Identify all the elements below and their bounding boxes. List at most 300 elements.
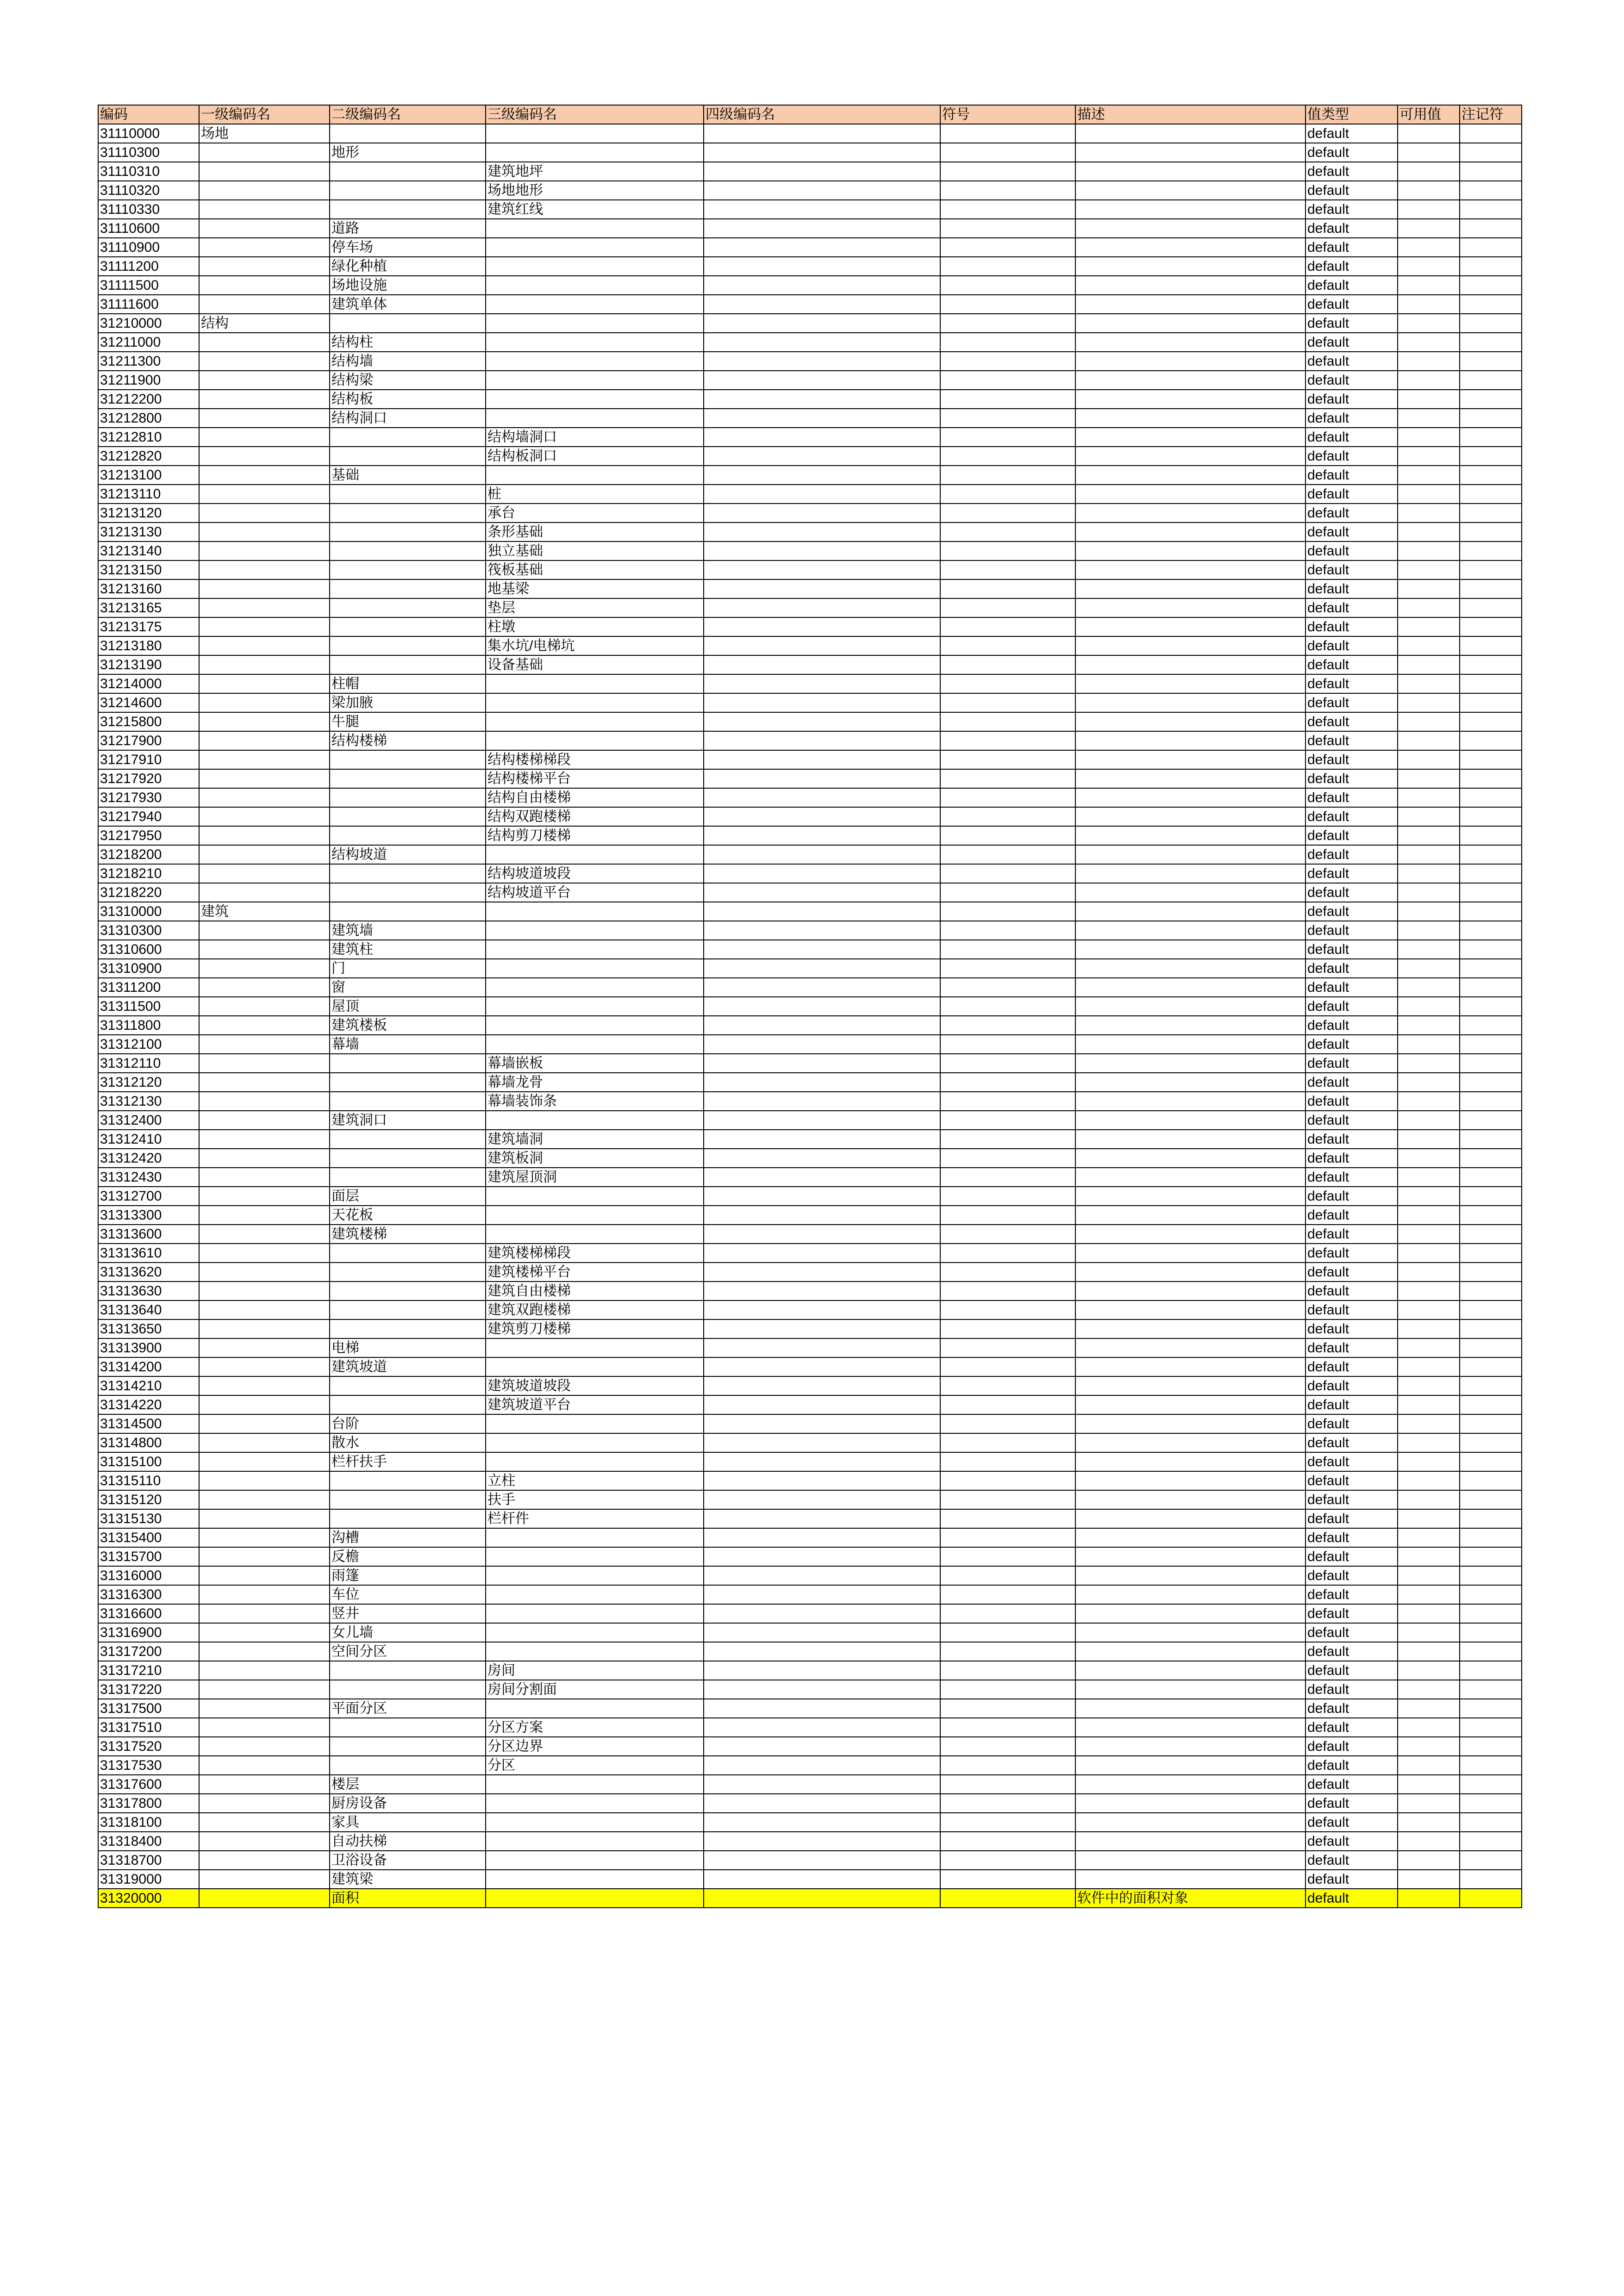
cell-annotation[interactable] [1460, 807, 1522, 826]
cell-description[interactable] [1075, 1111, 1305, 1130]
cell-level3[interactable]: 栏杆件 [486, 1509, 704, 1528]
cell-available-values[interactable] [1398, 1035, 1460, 1054]
cell-available-values[interactable] [1398, 1547, 1460, 1566]
cell-symbol[interactable] [940, 1319, 1075, 1338]
cell-value-type[interactable]: default [1305, 1168, 1398, 1187]
cell-level2[interactable] [330, 485, 486, 504]
cell-description[interactable] [1075, 1813, 1305, 1832]
cell-annotation[interactable] [1460, 1509, 1522, 1528]
cell-available-values[interactable] [1398, 1718, 1460, 1737]
cell-level4[interactable] [704, 1832, 940, 1851]
cell-level1[interactable] [199, 1642, 330, 1661]
cell-level4[interactable] [704, 997, 940, 1016]
cell-level3[interactable] [486, 1794, 704, 1813]
cell-available-values[interactable] [1398, 560, 1460, 579]
cell-level2[interactable] [330, 864, 486, 883]
cell-level1[interactable] [199, 1471, 330, 1490]
cell-level1[interactable] [199, 750, 330, 769]
cell-available-values[interactable] [1398, 1338, 1460, 1357]
cell-description[interactable] [1075, 1187, 1305, 1206]
cell-available-values[interactable] [1398, 238, 1460, 257]
cell-code[interactable]: 31320000 [98, 1889, 199, 1908]
cell-level3[interactable] [486, 978, 704, 997]
cell-available-values[interactable] [1398, 1851, 1460, 1870]
cell-level2[interactable] [330, 1054, 486, 1073]
cell-level1[interactable]: 结构 [199, 314, 330, 333]
cell-code[interactable]: 31214000 [98, 674, 199, 693]
cell-level1[interactable] [199, 333, 330, 352]
cell-level4[interactable] [704, 162, 940, 181]
cell-description[interactable] [1075, 1168, 1305, 1187]
cell-annotation[interactable] [1460, 1263, 1522, 1282]
cell-annotation[interactable] [1460, 560, 1522, 579]
cell-level3[interactable] [486, 712, 704, 731]
cell-code[interactable]: 31313630 [98, 1282, 199, 1300]
cell-level2[interactable] [330, 1471, 486, 1490]
cell-level3[interactable]: 建筑坡道坡段 [486, 1376, 704, 1395]
cell-level2[interactable] [330, 826, 486, 845]
cell-annotation[interactable] [1460, 864, 1522, 883]
cell-level3[interactable]: 结构坡道平台 [486, 883, 704, 902]
cell-level4[interactable] [704, 143, 940, 162]
cell-available-values[interactable] [1398, 807, 1460, 826]
cell-description[interactable] [1075, 1509, 1305, 1528]
cell-code[interactable]: 31213130 [98, 523, 199, 541]
cell-code[interactable]: 31317800 [98, 1794, 199, 1813]
cell-level3[interactable]: 分区 [486, 1756, 704, 1775]
cell-value-type[interactable]: default [1305, 314, 1398, 333]
cell-description[interactable] [1075, 219, 1305, 238]
cell-value-type[interactable]: default [1305, 598, 1398, 617]
cell-value-type[interactable]: default [1305, 1433, 1398, 1452]
cell-annotation[interactable] [1460, 1813, 1522, 1832]
cell-description[interactable] [1075, 674, 1305, 693]
cell-level4[interactable] [704, 864, 940, 883]
cell-level2[interactable]: 卫浴设备 [330, 1851, 486, 1870]
cell-level4[interactable] [704, 617, 940, 636]
cell-available-values[interactable] [1398, 143, 1460, 162]
cell-level1[interactable] [199, 257, 330, 276]
cell-level3[interactable]: 分区方案 [486, 1718, 704, 1737]
cell-available-values[interactable] [1398, 409, 1460, 428]
cell-level4[interactable] [704, 731, 940, 750]
cell-description[interactable] [1075, 276, 1305, 295]
header-code[interactable]: 编码 [98, 105, 199, 124]
cell-symbol[interactable] [940, 845, 1075, 864]
cell-level2[interactable] [330, 181, 486, 200]
cell-level1[interactable] [199, 447, 330, 466]
cell-level2[interactable]: 道路 [330, 219, 486, 238]
cell-level3[interactable] [486, 959, 704, 978]
cell-available-values[interactable] [1398, 579, 1460, 598]
cell-value-type[interactable]: default [1305, 579, 1398, 598]
cell-code[interactable]: 31317220 [98, 1680, 199, 1699]
header-level3[interactable]: 三级编码名 [486, 105, 704, 124]
cell-annotation[interactable] [1460, 541, 1522, 560]
cell-value-type[interactable]: default [1305, 1206, 1398, 1225]
cell-value-type[interactable]: default [1305, 124, 1398, 143]
cell-level4[interactable] [704, 1490, 940, 1509]
cell-code[interactable]: 31314220 [98, 1395, 199, 1414]
cell-code[interactable]: 31110320 [98, 181, 199, 200]
cell-level4[interactable] [704, 1016, 940, 1035]
cell-symbol[interactable] [940, 1870, 1075, 1889]
cell-value-type[interactable]: default [1305, 390, 1398, 409]
cell-level1[interactable] [199, 1168, 330, 1187]
cell-value-type[interactable]: default [1305, 1225, 1398, 1244]
cell-annotation[interactable] [1460, 921, 1522, 940]
cell-description[interactable] [1075, 1035, 1305, 1054]
cell-annotation[interactable] [1460, 1680, 1522, 1699]
cell-level1[interactable] [199, 1775, 330, 1794]
cell-level1[interactable] [199, 238, 330, 257]
cell-code[interactable]: 31311500 [98, 997, 199, 1016]
cell-description[interactable] [1075, 1775, 1305, 1794]
cell-annotation[interactable] [1460, 276, 1522, 295]
cell-symbol[interactable] [940, 1661, 1075, 1680]
cell-code[interactable]: 31213110 [98, 485, 199, 504]
cell-code[interactable]: 31313600 [98, 1225, 199, 1244]
cell-level1[interactable] [199, 1225, 330, 1244]
cell-value-type[interactable]: default [1305, 143, 1398, 162]
cell-value-type[interactable]: default [1305, 466, 1398, 485]
cell-level4[interactable] [704, 371, 940, 390]
cell-level4[interactable] [704, 1471, 940, 1490]
cell-annotation[interactable] [1460, 1775, 1522, 1794]
cell-symbol[interactable] [940, 371, 1075, 390]
cell-description[interactable] [1075, 1452, 1305, 1471]
cell-level2[interactable] [330, 788, 486, 807]
cell-description[interactable] [1075, 1718, 1305, 1737]
cell-level3[interactable]: 建筑红线 [486, 200, 704, 219]
cell-annotation[interactable] [1460, 1414, 1522, 1433]
cell-level4[interactable] [704, 1737, 940, 1756]
cell-available-values[interactable] [1398, 219, 1460, 238]
cell-code[interactable]: 31314800 [98, 1433, 199, 1452]
cell-available-values[interactable] [1398, 598, 1460, 617]
cell-symbol[interactable] [940, 1566, 1075, 1585]
cell-value-type[interactable]: default [1305, 200, 1398, 219]
cell-symbol[interactable] [940, 1376, 1075, 1395]
cell-level1[interactable] [199, 466, 330, 485]
cell-level1[interactable] [199, 1699, 330, 1718]
cell-available-values[interactable] [1398, 1794, 1460, 1813]
cell-available-values[interactable] [1398, 276, 1460, 295]
cell-level2[interactable]: 建筑坡道 [330, 1357, 486, 1376]
cell-level2[interactable] [330, 504, 486, 523]
cell-level1[interactable] [199, 1357, 330, 1376]
cell-level3[interactable]: 结构板洞口 [486, 447, 704, 466]
cell-value-type[interactable]: default [1305, 504, 1398, 523]
cell-annotation[interactable] [1460, 1471, 1522, 1490]
cell-available-values[interactable] [1398, 466, 1460, 485]
header-level1[interactable]: 一级编码名 [199, 105, 330, 124]
cell-level3[interactable] [486, 1206, 704, 1225]
cell-level3[interactable]: 幕墙龙骨 [486, 1073, 704, 1092]
cell-level3[interactable]: 结构墙洞口 [486, 428, 704, 447]
cell-code[interactable]: 31110600 [98, 219, 199, 238]
cell-symbol[interactable] [940, 978, 1075, 997]
cell-annotation[interactable] [1460, 504, 1522, 523]
cell-description[interactable] [1075, 1699, 1305, 1718]
cell-level4[interactable] [704, 712, 940, 731]
cell-annotation[interactable] [1460, 181, 1522, 200]
cell-value-type[interactable]: default [1305, 1357, 1398, 1376]
cell-value-type[interactable]: default [1305, 1889, 1398, 1908]
cell-available-values[interactable] [1398, 1528, 1460, 1547]
cell-level2[interactable] [330, 1395, 486, 1414]
cell-available-values[interactable] [1398, 921, 1460, 940]
cell-symbol[interactable] [940, 1054, 1075, 1073]
cell-level1[interactable] [199, 807, 330, 826]
cell-level4[interactable] [704, 902, 940, 921]
cell-symbol[interactable] [940, 124, 1075, 143]
cell-description[interactable] [1075, 1490, 1305, 1509]
cell-code[interactable]: 31212800 [98, 409, 199, 428]
cell-available-values[interactable] [1398, 1187, 1460, 1206]
cell-available-values[interactable] [1398, 1357, 1460, 1376]
cell-available-values[interactable] [1398, 1623, 1460, 1642]
cell-level2[interactable] [330, 523, 486, 541]
cell-symbol[interactable] [940, 1832, 1075, 1851]
cell-annotation[interactable] [1460, 200, 1522, 219]
cell-value-type[interactable]: default [1305, 1490, 1398, 1509]
cell-value-type[interactable]: default [1305, 1585, 1398, 1604]
cell-value-type[interactable]: default [1305, 750, 1398, 769]
cell-level2[interactable] [330, 1509, 486, 1528]
cell-symbol[interactable] [940, 333, 1075, 352]
cell-annotation[interactable] [1460, 1528, 1522, 1547]
cell-level4[interactable] [704, 1149, 940, 1168]
cell-symbol[interactable] [940, 1756, 1075, 1775]
cell-level3[interactable]: 建筑剪刀楼梯 [486, 1319, 704, 1338]
cell-annotation[interactable] [1460, 617, 1522, 636]
cell-available-values[interactable] [1398, 162, 1460, 181]
cell-value-type[interactable]: default [1305, 181, 1398, 200]
cell-level3[interactable]: 结构剪刀楼梯 [486, 826, 704, 845]
cell-description[interactable] [1075, 636, 1305, 655]
cell-level4[interactable] [704, 1225, 940, 1244]
cell-annotation[interactable] [1460, 1149, 1522, 1168]
cell-level3[interactable]: 扶手 [486, 1490, 704, 1509]
cell-level2[interactable]: 自动扶梯 [330, 1832, 486, 1851]
cell-code[interactable]: 31213160 [98, 579, 199, 598]
cell-annotation[interactable] [1460, 959, 1522, 978]
cell-description[interactable] [1075, 1756, 1305, 1775]
cell-level1[interactable] [199, 1623, 330, 1642]
cell-code[interactable]: 31218200 [98, 845, 199, 864]
cell-available-values[interactable] [1398, 1509, 1460, 1528]
cell-description[interactable]: 软件中的面积对象 [1075, 1889, 1305, 1908]
cell-description[interactable] [1075, 731, 1305, 750]
cell-level4[interactable] [704, 978, 940, 997]
cell-annotation[interactable] [1460, 1718, 1522, 1737]
cell-code[interactable]: 31310600 [98, 940, 199, 959]
cell-level1[interactable] [199, 1414, 330, 1433]
cell-description[interactable] [1075, 466, 1305, 485]
cell-level2[interactable] [330, 1737, 486, 1756]
cell-level1[interactable] [199, 276, 330, 295]
cell-annotation[interactable] [1460, 1073, 1522, 1092]
cell-level1[interactable] [199, 541, 330, 560]
cell-description[interactable] [1075, 428, 1305, 447]
header-description[interactable]: 描述 [1075, 105, 1305, 124]
cell-annotation[interactable] [1460, 1225, 1522, 1244]
cell-code[interactable]: 31110310 [98, 162, 199, 181]
cell-code[interactable]: 31211000 [98, 333, 199, 352]
cell-value-type[interactable]: default [1305, 769, 1398, 788]
cell-value-type[interactable]: default [1305, 617, 1398, 636]
cell-annotation[interactable] [1460, 1889, 1522, 1908]
cell-level1[interactable] [199, 1092, 330, 1111]
cell-level2[interactable]: 面积 [330, 1889, 486, 1908]
cell-level4[interactable] [704, 788, 940, 807]
cell-symbol[interactable] [940, 314, 1075, 333]
cell-annotation[interactable] [1460, 1187, 1522, 1206]
cell-symbol[interactable] [940, 750, 1075, 769]
cell-level2[interactable]: 竖井 [330, 1604, 486, 1623]
cell-description[interactable] [1075, 826, 1305, 845]
cell-description[interactable] [1075, 1604, 1305, 1623]
cell-symbol[interactable] [940, 826, 1075, 845]
cell-available-values[interactable] [1398, 1168, 1460, 1187]
cell-value-type[interactable]: default [1305, 959, 1398, 978]
cell-level4[interactable] [704, 655, 940, 674]
cell-level1[interactable] [199, 1376, 330, 1395]
cell-level2[interactable] [330, 883, 486, 902]
cell-level2[interactable] [330, 1376, 486, 1395]
cell-level4[interactable] [704, 1452, 940, 1471]
cell-level3[interactable]: 幕墙嵌板 [486, 1054, 704, 1073]
cell-level1[interactable] [199, 826, 330, 845]
cell-level3[interactable]: 建筑地坪 [486, 162, 704, 181]
cell-value-type[interactable]: default [1305, 409, 1398, 428]
cell-code[interactable]: 31316000 [98, 1566, 199, 1585]
cell-code[interactable]: 31213100 [98, 466, 199, 485]
cell-level3[interactable]: 结构坡道坡段 [486, 864, 704, 883]
cell-code[interactable]: 31110300 [98, 143, 199, 162]
cell-level1[interactable] [199, 1452, 330, 1471]
cell-level2[interactable]: 沟槽 [330, 1528, 486, 1547]
header-symbol[interactable]: 符号 [940, 105, 1075, 124]
cell-annotation[interactable] [1460, 1130, 1522, 1149]
cell-level3[interactable] [486, 1699, 704, 1718]
cell-annotation[interactable] [1460, 352, 1522, 371]
cell-available-values[interactable] [1398, 181, 1460, 200]
cell-level3[interactable] [486, 1187, 704, 1206]
cell-level3[interactable] [486, 1604, 704, 1623]
cell-symbol[interactable] [940, 1130, 1075, 1149]
cell-symbol[interactable] [940, 1490, 1075, 1509]
cell-level2[interactable]: 建筑单体 [330, 295, 486, 314]
cell-available-values[interactable] [1398, 864, 1460, 883]
cell-value-type[interactable]: default [1305, 788, 1398, 807]
cell-level4[interactable] [704, 1756, 940, 1775]
cell-level4[interactable] [704, 1035, 940, 1054]
cell-level4[interactable] [704, 390, 940, 409]
cell-symbol[interactable] [940, 1851, 1075, 1870]
cell-available-values[interactable] [1398, 1149, 1460, 1168]
cell-level3[interactable] [486, 1851, 704, 1870]
cell-code[interactable]: 31317520 [98, 1737, 199, 1756]
cell-description[interactable] [1075, 124, 1305, 143]
cell-available-values[interactable] [1398, 333, 1460, 352]
cell-annotation[interactable] [1460, 257, 1522, 276]
cell-available-values[interactable] [1398, 1433, 1460, 1452]
cell-value-type[interactable]: default [1305, 219, 1398, 238]
cell-level4[interactable] [704, 1395, 940, 1414]
cell-level1[interactable] [199, 598, 330, 617]
cell-code[interactable]: 31315700 [98, 1547, 199, 1566]
cell-annotation[interactable] [1460, 143, 1522, 162]
cell-value-type[interactable]: default [1305, 1016, 1398, 1035]
cell-value-type[interactable]: default [1305, 1661, 1398, 1680]
cell-available-values[interactable] [1398, 295, 1460, 314]
cell-symbol[interactable] [940, 864, 1075, 883]
cell-code[interactable]: 31310300 [98, 921, 199, 940]
cell-symbol[interactable] [940, 1509, 1075, 1528]
cell-symbol[interactable] [940, 352, 1075, 371]
cell-symbol[interactable] [940, 731, 1075, 750]
cell-available-values[interactable] [1398, 902, 1460, 921]
cell-value-type[interactable]: default [1305, 826, 1398, 845]
cell-code[interactable]: 31318400 [98, 1832, 199, 1851]
cell-level2[interactable]: 基础 [330, 466, 486, 485]
cell-available-values[interactable] [1398, 1206, 1460, 1225]
cell-level4[interactable] [704, 333, 940, 352]
cell-symbol[interactable] [940, 807, 1075, 826]
cell-code[interactable]: 31311800 [98, 1016, 199, 1035]
cell-level3[interactable] [486, 1775, 704, 1794]
cell-code[interactable]: 31314210 [98, 1376, 199, 1395]
cell-description[interactable] [1075, 181, 1305, 200]
cell-description[interactable] [1075, 1566, 1305, 1585]
cell-level2[interactable]: 结构板 [330, 390, 486, 409]
cell-value-type[interactable]: default [1305, 333, 1398, 352]
cell-value-type[interactable]: default [1305, 1452, 1398, 1471]
cell-symbol[interactable] [940, 997, 1075, 1016]
cell-annotation[interactable] [1460, 1319, 1522, 1338]
cell-description[interactable] [1075, 1623, 1305, 1642]
cell-level4[interactable] [704, 314, 940, 333]
cell-level3[interactable] [486, 219, 704, 238]
cell-level4[interactable] [704, 1775, 940, 1794]
cell-symbol[interactable] [940, 1813, 1075, 1832]
cell-level3[interactable] [486, 352, 704, 371]
cell-level3[interactable]: 建筑墙洞 [486, 1130, 704, 1149]
cell-level1[interactable] [199, 712, 330, 731]
cell-value-type[interactable]: default [1305, 352, 1398, 371]
cell-level1[interactable] [199, 921, 330, 940]
cell-level4[interactable] [704, 959, 940, 978]
cell-symbol[interactable] [940, 636, 1075, 655]
cell-value-type[interactable]: default [1305, 1300, 1398, 1319]
cell-level3[interactable]: 结构楼梯梯段 [486, 750, 704, 769]
cell-value-type[interactable]: default [1305, 978, 1398, 997]
cell-code[interactable]: 31315100 [98, 1452, 199, 1471]
cell-annotation[interactable] [1460, 1206, 1522, 1225]
cell-level3[interactable] [486, 731, 704, 750]
cell-annotation[interactable] [1460, 447, 1522, 466]
cell-value-type[interactable]: default [1305, 1566, 1398, 1585]
cell-level2[interactable]: 结构楼梯 [330, 731, 486, 750]
cell-level2[interactable]: 反檐 [330, 1547, 486, 1566]
cell-symbol[interactable] [940, 143, 1075, 162]
cell-level1[interactable] [199, 1338, 330, 1357]
cell-level4[interactable] [704, 504, 940, 523]
cell-symbol[interactable] [940, 1889, 1075, 1908]
cell-description[interactable] [1075, 523, 1305, 541]
